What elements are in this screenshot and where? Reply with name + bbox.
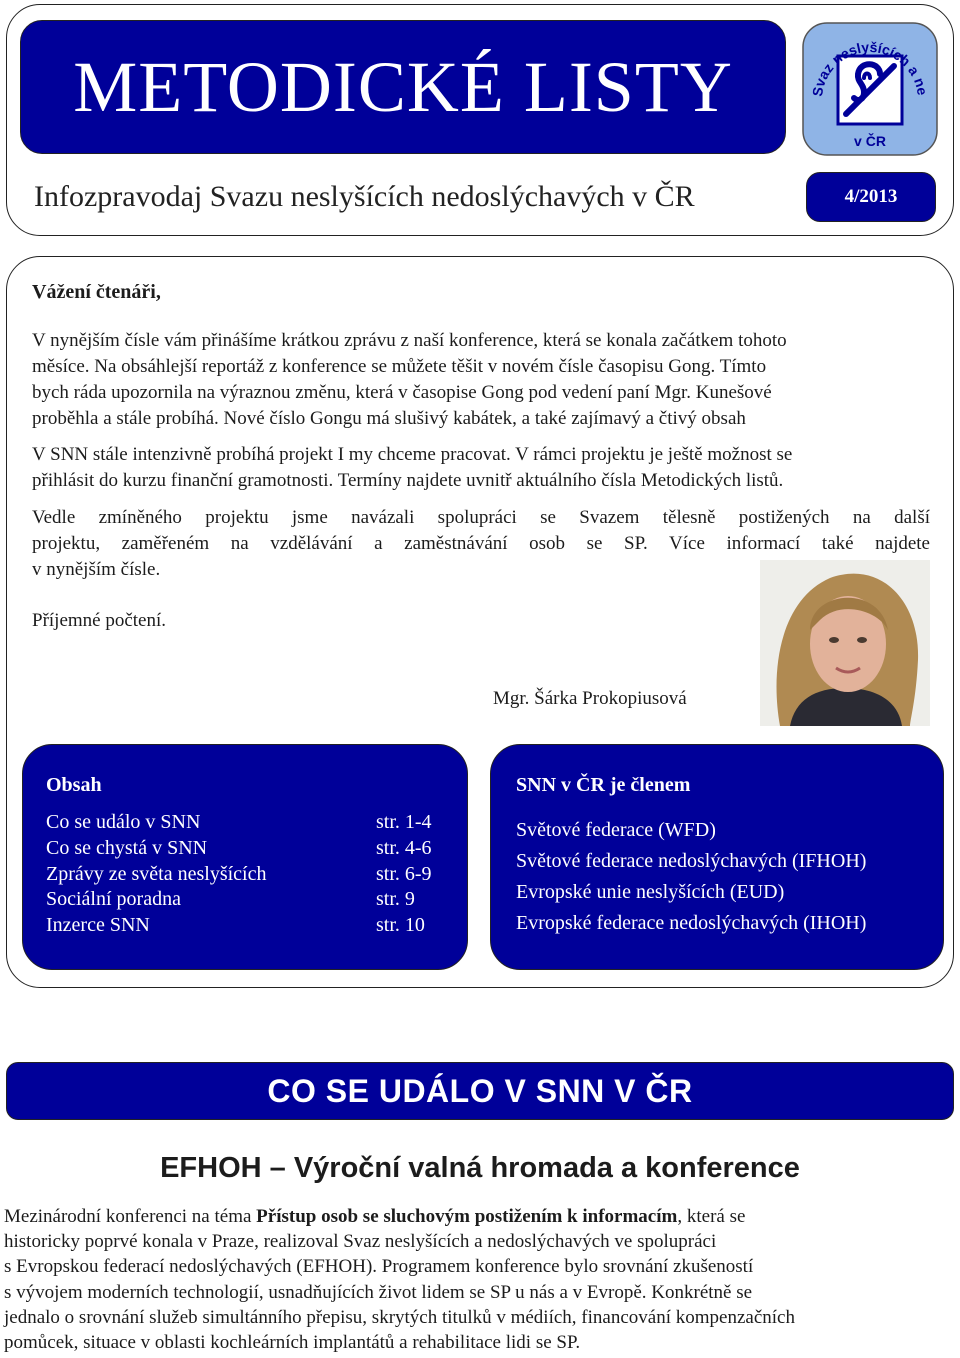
- toc-item-page: str. 6-9: [376, 863, 432, 885]
- intro-p1-line: V nynějším čísle vám přinášíme krátkou zprávu z naší konference, která se konala začátkem tohoto: [32, 330, 787, 351]
- toc-item-page: str. 1-4: [376, 811, 432, 833]
- logo-circle-text: Svaz neslyšících a ne: [809, 38, 931, 98]
- toc-item-page: str. 10: [376, 914, 425, 936]
- logo-country-text: v ČR: [854, 133, 886, 149]
- page-title: METODICKÉ LISTY: [73, 46, 733, 127]
- organization-logo: [802, 22, 938, 156]
- toc-item-label: Zprávy ze světa neslyšících: [46, 863, 267, 885]
- intro-p3-line: Vedle zmíněného projektu jsme navázali spolupráci se Svazem tělesně postižených na další: [32, 507, 930, 528]
- page-subtitle: Infozpravodaj Svazu neslyšících nedoslýchavých v ČR: [34, 180, 695, 213]
- closing-text: Příjemné počtení.: [32, 610, 167, 631]
- contents-title: Obsah: [46, 774, 102, 796]
- intro-p3-line: v nynějším čísle.: [32, 559, 161, 580]
- membership-item: Evropské unie neslyšících (EUD): [516, 881, 785, 903]
- intro-p2-line: přihlásit do kurzu finanční gramotnosti. Termíny najdete uvnitř aktuálního čísla Metodických listů.: [32, 470, 784, 491]
- article-line: s Evropskou federací nedoslýchavých (EFHOH). Programem konference bylo srovnání zkušeností: [4, 1256, 754, 1277]
- membership-title: SNN v ČR je členem: [516, 774, 691, 796]
- article-line: pomůcek, situace v oblasti kochleárních implantátů a rehabilitace lidi se SP.: [4, 1332, 581, 1353]
- toc-item-page: str. 9: [376, 888, 415, 910]
- article-line: [4, 1204, 745, 1229]
- author-photo: [760, 560, 930, 726]
- toc-item-page: str. 4-6: [376, 837, 432, 859]
- intro-p3-line: projektu, zaměřeném na vzdělávání a zaměstnávání osob se SP. Více informací také najdete: [32, 533, 930, 554]
- toc-item-label: Co se chystá v SNN: [46, 837, 208, 859]
- article-title: EFHOH – Výroční valná hromada a konference: [160, 1152, 800, 1184]
- membership-item: Evropské federace nedoslýchavých (IHOH): [516, 912, 867, 934]
- toc-item-label: Sociální poradna: [46, 888, 181, 910]
- article-topic: Přístup osob se sluchovým postižením k informacím: [256, 1206, 678, 1227]
- intro-p2-line: V SNN stále intenzivně probíhá projekt I my chceme pracovat. V rámci projektu je ještě možnost se: [32, 444, 793, 465]
- intro-p1-line: proběhla a stále probíhá. Nové číslo Gongu má slušivý kabátek, a také zajímavý a čtivý obsah: [32, 408, 746, 429]
- section-heading: CO SE UDÁLO V SNN V ČR: [6, 1062, 954, 1120]
- intro-p1-line: měsíce. Na obsáhlejší reportáž z konference se můžete těšit v novém čísle časopisu Gong. Tímto: [32, 356, 767, 377]
- toc-item-label: Inzerce SNN: [46, 914, 150, 936]
- greeting: Vážení čtenáři,: [32, 281, 161, 303]
- article-line: jednalo o srovnání služeb simultánního přepisu, skrytých titulků v médiích, financování kompenzačních: [4, 1307, 795, 1328]
- article-line: s vývojem moderních technologií, usnadňujících život lidem se SP u nás a v Evropě. Konkrétně se: [4, 1282, 753, 1303]
- toc-item-label: Co se událo v SNN: [46, 811, 201, 833]
- membership-item: Světové federace nedoslýchavých (IFHOH): [516, 850, 867, 872]
- signature: Mgr. Šárka Prokopiusová: [493, 688, 687, 709]
- membership-item: Světové federace (WFD): [516, 819, 716, 841]
- article-line-start: Mezinárodní konferenci na téma: [4, 1206, 257, 1227]
- article-line: historicky poprvé konala v Praze, realizoval Svaz neslyšících a nedoslýchavých ve spolupráci: [4, 1231, 717, 1252]
- logo-graphic: [802, 22, 938, 156]
- article-line-end: , která se: [677, 1206, 746, 1227]
- issue-badge: 4/2013: [806, 172, 936, 222]
- intro-p1-line: bych ráda upozornila na výraznou změnu, která v časopise Gong pod vedení paní Mgr. Kunešové: [32, 382, 772, 403]
